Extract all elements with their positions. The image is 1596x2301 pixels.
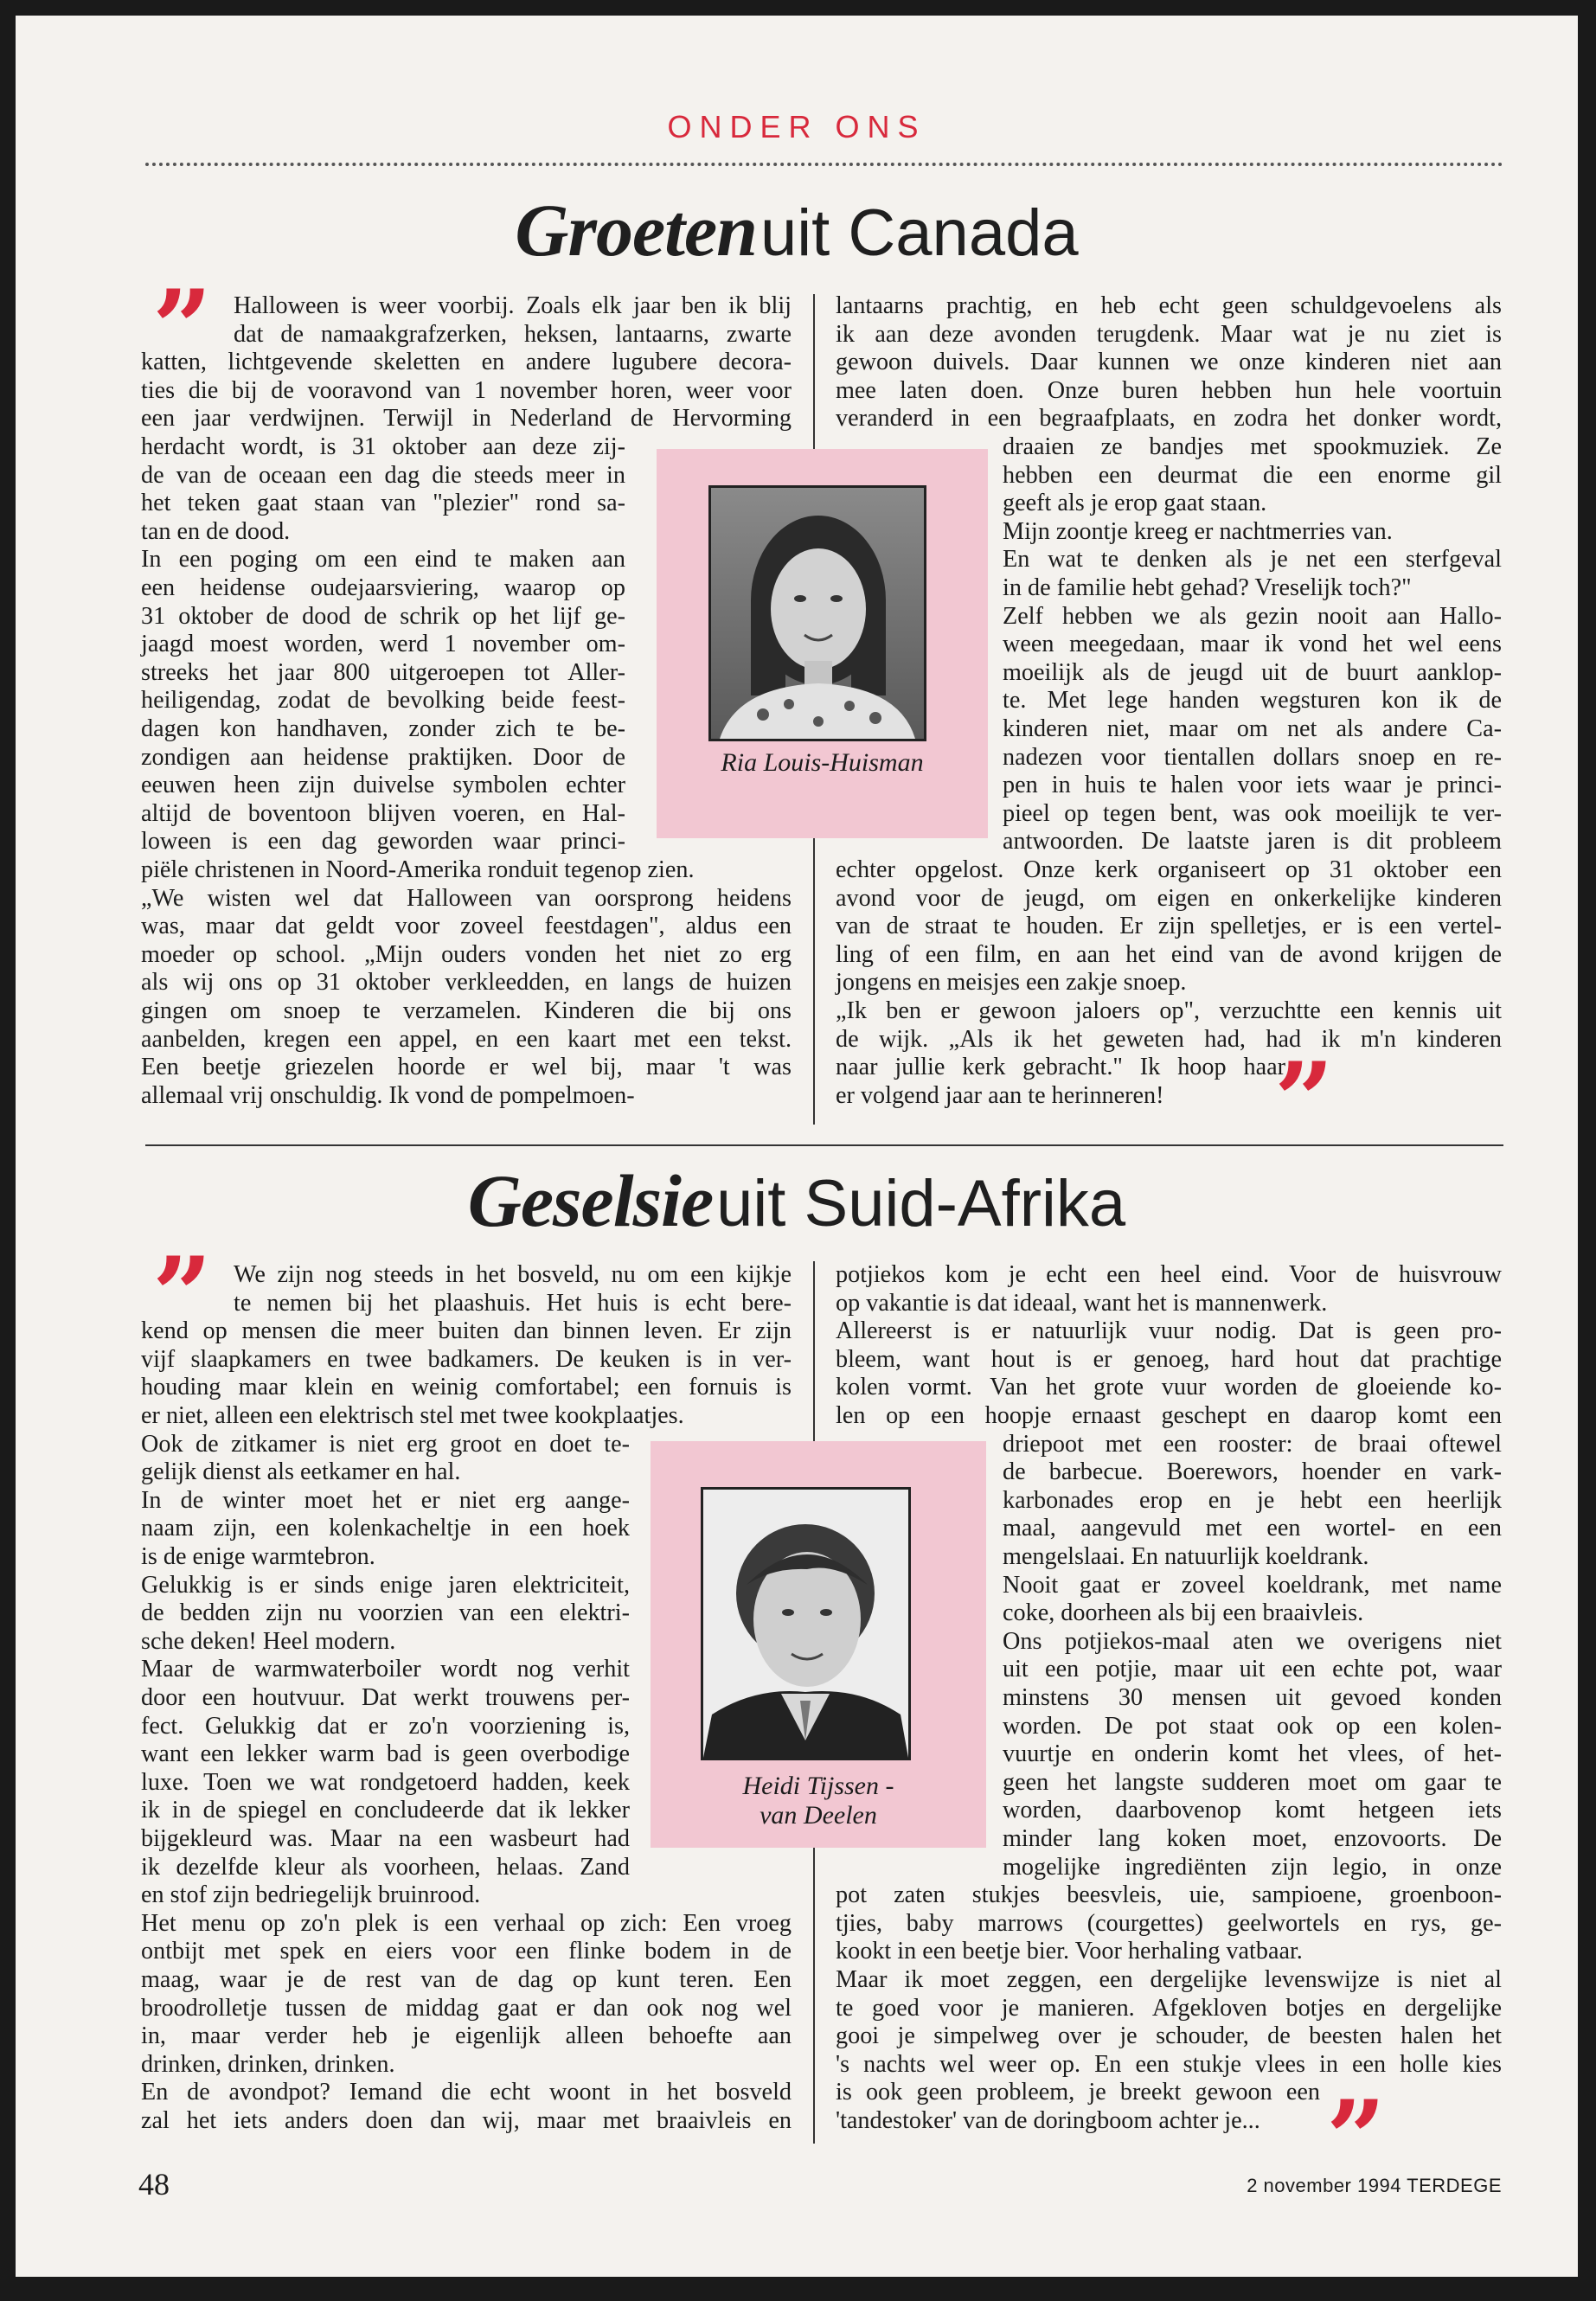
text-line: het teken gaat staan van "plezier" rond sa- bbox=[141, 490, 625, 517]
text-line: de wijk. „Als ik het geweten had, had ik m'n kinderen bbox=[836, 1025, 1502, 1053]
text-line: Maar de warmwaterboiler wordt nog verhit bbox=[141, 1656, 630, 1683]
text-line: tjies, baby marrows (courgettes) geelwortels en rys, ge- bbox=[836, 1909, 1502, 1937]
text-line: uit een potjie, maar uit een echte pot, waar bbox=[1003, 1656, 1502, 1683]
text-line: Maar ik moet zeggen, een dergelijke levenswijze is niet al bbox=[836, 1966, 1502, 1993]
text-line: „Ik ben er gewoon jaloers op", verzuchtte een kennis uit bbox=[836, 997, 1502, 1024]
article2-title-rest: uit Suid-Afrika bbox=[716, 1167, 1126, 1240]
text-line: kolen vormt. Van het grote vuur worden de gloeiende ko- bbox=[836, 1374, 1502, 1401]
text-line: coke, doorheen als bij een braaivleis. bbox=[1003, 1599, 1364, 1627]
photo-caption-line1: Heidi Tijssen - bbox=[742, 1772, 894, 1800]
text-line: vuurtje en onderin komt het vlees, of het- bbox=[1003, 1740, 1502, 1768]
text-line: katten, lichtgevende skeletten en andere lugubere decora- bbox=[141, 349, 792, 376]
text-line: piële christenen in Noord-Amerika ronduit tegenop zien. bbox=[141, 856, 695, 883]
text-line: dat de namaakgrafzerken, heksen, lantaarns, zwarte bbox=[234, 320, 792, 348]
section-label: ONDER ONS bbox=[667, 109, 926, 144]
text-line: te. Met lege handen wegsturen kon ik de bbox=[1003, 687, 1502, 715]
text-line: mogelijke ingrediënten zijn legio, in onze bbox=[1003, 1853, 1502, 1881]
text-line: pot zaten stukjes beesvleis, uie, sampioene, groenboon- bbox=[836, 1881, 1502, 1909]
text-line: een jaar verdwijnen. Terwijl in Nederland de Hervorming bbox=[141, 405, 792, 433]
text-line: naam zijn, een kolenkacheltje in een hoek bbox=[141, 1515, 630, 1542]
text-line: moeilijk als de jeugd uit de buurt aanklop- bbox=[1003, 658, 1502, 686]
text-line: ling of een film, en aan het eind van de avond krijgen de bbox=[836, 940, 1502, 968]
text-line: gelijk dienst als eetkamer en hal. bbox=[141, 1458, 461, 1486]
close-quote-icon: ” bbox=[1274, 1040, 1319, 1162]
text-line: op vakantie is dat ideaal, want het is mannenwerk. bbox=[836, 1289, 1328, 1317]
text-line: zal het iets anders doen dan wij, maar met braaivleis en bbox=[141, 2107, 792, 2134]
text-line: broodrolletje tussen de middag gaat er dan ook nog wel bbox=[141, 1994, 792, 2022]
text-line: moeder op school. „Mijn ouders vonden het niet zo erg bbox=[141, 940, 792, 968]
text-line: dagen kon handhaven, zonder zich te be- bbox=[141, 715, 625, 742]
text-line: jongens en meisjes een zakje snoep. bbox=[836, 969, 1187, 997]
text-line: minstens 30 mensen uit gevoed konden bbox=[1003, 1684, 1502, 1711]
text-line: antwoorden. De laatste jaren is dit probleem bbox=[1003, 828, 1502, 856]
text-line: Een beetje griezelen hoorde er wel bij, maar 't was bbox=[141, 1054, 792, 1081]
article1-title-em: Groeten bbox=[515, 189, 758, 272]
text-line: de van de oceaan een dag die steeds meer in bbox=[141, 461, 625, 489]
text-line: avond voor de jeugd, om eigen en onkerkelijke kinderen bbox=[836, 884, 1502, 912]
text-line: jaagd moest worden, werd 1 november om- bbox=[141, 631, 625, 658]
article2-title-em: Geselsie bbox=[467, 1159, 714, 1242]
text-line: er niet, alleen een elektrisch stel met twee kookplaatjes. bbox=[141, 1402, 684, 1429]
text-line: sche deken! Heel modern. bbox=[141, 1627, 396, 1655]
text-line: mengelslaai. En natuurlijk koeldrank. bbox=[1003, 1543, 1369, 1570]
text-line: 's nachts wel weer op. En een stukje vlees in een holle kies bbox=[836, 2050, 1502, 2078]
text-line: Halloween is weer voorbij. Zoals elk jaar ben ik blij bbox=[234, 292, 792, 319]
text-line: worden. De pot staat ook op een kolen- bbox=[1003, 1712, 1502, 1740]
text-line: Ons potjiekos-maal aten we overigens niet bbox=[1003, 1627, 1502, 1655]
text-line: in, maar verder heb je eigenlijk alleen behoefte aan bbox=[141, 2022, 792, 2050]
text-line: Zelf hebben we als gezin nooit aan Hallo- bbox=[1003, 602, 1502, 630]
text-line: ik dezelfde kleur als voorheen, helaas. Zand bbox=[141, 1853, 630, 1881]
text-line: driepoot met een rooster: de braai oftewel bbox=[1003, 1430, 1502, 1458]
text-line: geeft als je erop gaat staan. bbox=[1003, 490, 1267, 517]
text-line: draaien ze bandjes met spookmuziek. Ze bbox=[1003, 433, 1502, 460]
text-line: Gelukkig is er sinds enige jaren elektriciteit, bbox=[141, 1571, 630, 1599]
page-number: 48 bbox=[138, 2167, 170, 2202]
text-line: en stof zijn bedriegelijk bruinrood. bbox=[141, 1881, 481, 1909]
text-line: te nemen bij het plaashuis. Het huis is echt bere- bbox=[234, 1289, 792, 1317]
text-line: houding maar klein en weinig comfortabel; een fornuis is bbox=[141, 1374, 792, 1401]
text-line: nadezen voor tientallen dollars snoep en re- bbox=[1003, 743, 1502, 771]
text-line: als wij ons op 31 oktober verkleedden, en langs de huizen bbox=[141, 969, 792, 997]
text-line: pen in huis te halen voor iets waar je princi- bbox=[1003, 772, 1502, 799]
text-line: In de winter moet het er niet erg aange- bbox=[141, 1486, 630, 1514]
article2-column-right bbox=[16, 16, 1578, 2277]
text-line: echter opgelost. Onze kerk organiseert op 31 oktober een bbox=[836, 856, 1502, 883]
text-line: potjiekos kom je echt een heel eind. Voor de huisvrouw bbox=[836, 1261, 1502, 1288]
text-line: door een houtvuur. Dat werkt trouwens per- bbox=[141, 1684, 630, 1711]
text-line: er volgend jaar aan te herinneren! bbox=[836, 1081, 1164, 1109]
text-line: zondigen aan heidense praktijken. Door de bbox=[141, 743, 625, 771]
text-line: was, maar dat geldt voor zoveel feestdagen", aldus een bbox=[141, 913, 792, 940]
text-line: ween meegedaan, maar ik vond het wel eens bbox=[1003, 631, 1502, 658]
text-line: bleem, want hout is er genoeg, hard hout dat prachtige bbox=[836, 1345, 1502, 1373]
text-line: minder lang koken moet, enzovoorts. De bbox=[1003, 1825, 1502, 1852]
text-line: te goed voor je manieren. Afgekloven botjes en dergelijke bbox=[836, 1994, 1502, 2022]
text-line: is de enige warmtebron. bbox=[141, 1543, 375, 1570]
text-line: de barbecue. Boerewors, hoender en vark- bbox=[1003, 1458, 1502, 1486]
text-line: maag, waar je de rest van de dag op kunt teren. Een bbox=[141, 1966, 792, 1993]
text-line: len op een hoopje ernaast geschept en daarop komt een bbox=[836, 1402, 1502, 1429]
magazine-page bbox=[16, 16, 1578, 2277]
text-line: ik aan deze avonden terugdenk. Maar wat je nu ziet is bbox=[836, 320, 1502, 348]
text-line: „We wisten wel dat Halloween van oorsprong heidens bbox=[141, 884, 792, 912]
text-line: pieel op tegen bent, was ook moeilijk te ver- bbox=[1003, 799, 1502, 827]
text-line: luxe. Toen we wat rondgetoerd hadden, keek bbox=[141, 1768, 630, 1796]
text-line: En de avondpot? Iemand die echt woont in het bosveld bbox=[141, 2079, 792, 2106]
article1-title-rest: uit Canada bbox=[760, 196, 1079, 270]
open-quote-icon: ” bbox=[152, 1234, 197, 1356]
text-line: want een lekker warm bad is geen overbodige bbox=[141, 1740, 630, 1768]
text-line: ontbijt met spek en eiers voor een flinke bodem in de bbox=[141, 1938, 792, 1965]
text-line: loween is een dag geworden waar princi- bbox=[141, 828, 625, 856]
text-line: fect. Gelukkig dat er zo'n voorziening is, bbox=[141, 1712, 630, 1740]
text-line: ties die bij de vooravond van 1 november horen, weer voor bbox=[141, 376, 792, 404]
text-line: maal, aangevuld met een wortel- en een bbox=[1003, 1515, 1502, 1542]
photo-frame bbox=[651, 1441, 986, 1848]
text-line: In een poging om een eind te maken aan bbox=[141, 546, 625, 574]
text-line: kinderen niet, maar om net als andere Ca- bbox=[1003, 715, 1502, 742]
text-line: eeuwen heen zijn duivelse symbolen echter bbox=[141, 772, 625, 799]
text-line: En wat te denken als je net een sterfgeval bbox=[1003, 546, 1502, 574]
text-line: gewoon duivels. Daar kunnen we onze kinderen niet aan bbox=[836, 349, 1502, 376]
text-line: mee laten doen. Onze buren hebben hun hele voortuin bbox=[836, 376, 1502, 404]
text-line: 31 oktober de dood de schrik op het lijf ge- bbox=[141, 602, 625, 630]
text-line: Het menu op zo'n plek is een verhaal op zich: Een vroeg bbox=[141, 1909, 792, 1937]
text-line: altijd de boventoon blijven voeren, en Hal- bbox=[141, 799, 625, 827]
text-line: We zijn nog steeds in het bosveld, nu om een kijkje bbox=[234, 1261, 792, 1288]
text-line: Mijn zoontje kreeg er nachtmerries van. bbox=[1003, 517, 1393, 545]
text-line: naar jullie kerk gebracht." Ik hoop haar bbox=[836, 1054, 1285, 1081]
text-line: heiligendag, zodat de bevolking beide feest- bbox=[141, 687, 625, 715]
open-quote-icon: ” bbox=[152, 267, 197, 389]
text-line: Ook de zitkamer is niet erg groot en doet te- bbox=[141, 1430, 630, 1458]
text-line: vijf slaapkamers en twee badkamers. De keuken is in ver- bbox=[141, 1345, 792, 1373]
text-line: Nooit gaat er zoveel koeldrank, met name bbox=[1003, 1571, 1502, 1599]
text-line: is ook geen probleem, je breekt gewoon een bbox=[836, 2079, 1320, 2106]
text-line: een heidense oudejaarsviering, waarop op bbox=[141, 574, 625, 601]
text-line: gooi je simpelweg over je schouder, de beesten halen het bbox=[836, 2022, 1502, 2050]
photo-caption-line2: van Deelen bbox=[760, 1801, 877, 1830]
issue-date: 2 november 1994 TERDEGE bbox=[1247, 2175, 1502, 2196]
text-line: kend op mensen die meer buiten dan binnen leven. Er zijn bbox=[141, 1317, 792, 1345]
text-line: hebben een deurmat die een enorme gil bbox=[1003, 461, 1502, 489]
text-line: de bedden zijn nu voorzien van een elektri- bbox=[141, 1599, 630, 1627]
text-line: streeks het jaar 800 uitgeroepen tot Aller- bbox=[141, 658, 625, 686]
close-quote-icon: ” bbox=[1326, 2078, 1371, 2200]
text-line: Allereerst is er natuurlijk vuur nodig. Dat is geen pro- bbox=[836, 1317, 1502, 1345]
text-line: veranderd in een begraafplaats, en zodra het donker wordt, bbox=[836, 405, 1502, 433]
text-line: 'tandestoker' van de doringboom achter je... bbox=[836, 2107, 1260, 2134]
portrait-photo-heidi bbox=[701, 1487, 911, 1760]
text-line: herdacht wordt, is 31 oktober aan deze zij- bbox=[141, 433, 625, 460]
text-line: worden, daarbovenop komt hetgeen iets bbox=[1003, 1797, 1502, 1824]
text-line: lantaarns prachtig, en heb echt geen schuldgevoelens als bbox=[836, 292, 1502, 319]
text-line: drinken, drinken, drinken. bbox=[141, 2050, 395, 2078]
text-line: van de straat te houden. Er zijn spelletjes, er is een vertel- bbox=[836, 913, 1502, 940]
text-line: tan en de dood. bbox=[141, 517, 291, 545]
photo-caption bbox=[651, 1772, 986, 1830]
text-line: aanbelden, kregen een appel, en een kaart met een tekst. bbox=[141, 1025, 792, 1053]
text-line: allemaal vrij onschuldig. Ik vond de pompelmoen- bbox=[141, 1081, 635, 1109]
text-line: geen het langste sudderen moet om gaar te bbox=[1003, 1768, 1502, 1796]
text-line: gingen om snoep te verzamelen. Kinderen die bij ons bbox=[141, 997, 792, 1024]
text-line: bijgekleurd was. Maar na een wasbeurt had bbox=[141, 1825, 630, 1852]
photo-caption: Ria Louis-Huisman bbox=[721, 748, 924, 777]
text-line: ik in de spiegel en concludeerde dat ik lekker bbox=[141, 1797, 630, 1824]
text-line: karbonades erop en je hebt een heerlijk bbox=[1003, 1486, 1502, 1514]
text-line: kookt in een beetje bier. Voor herhaling vatbaar. bbox=[836, 1938, 1303, 1965]
text-line: in de familie hebt gehad? Vreselijk toch?" bbox=[1003, 574, 1412, 601]
